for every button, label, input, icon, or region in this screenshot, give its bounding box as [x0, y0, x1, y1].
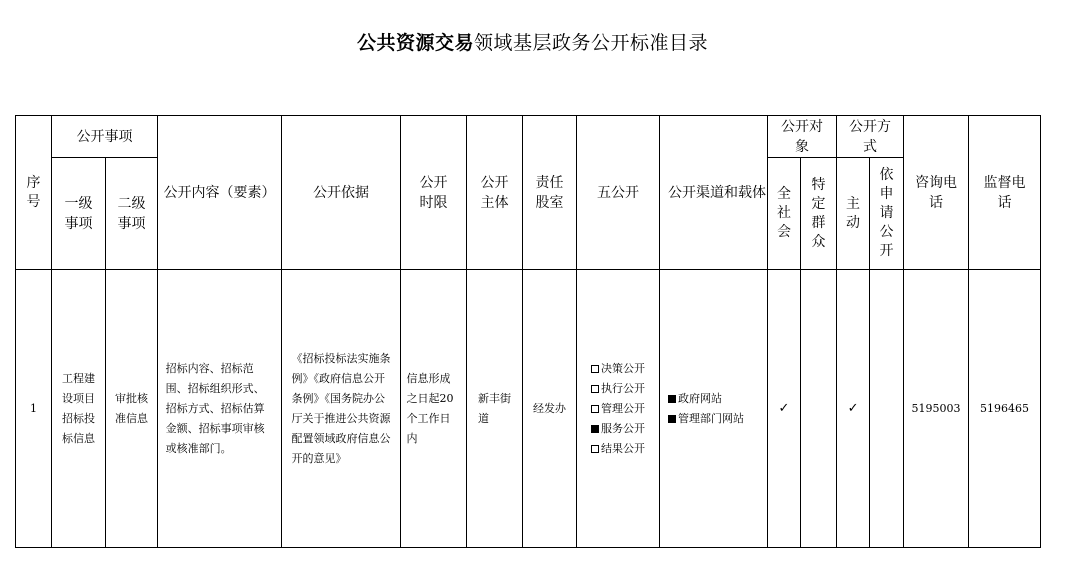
row-level2: 审批核准信息 [106, 270, 158, 548]
header-level2: 二级事项 [106, 158, 158, 270]
five-public-list [591, 359, 645, 459]
row-seq: 1 [16, 270, 52, 548]
header-target: 公开对象 [768, 116, 837, 158]
header-method-apply: 依申请公开 [870, 158, 904, 270]
table-row [16, 270, 1041, 548]
header-seq: 序号 [16, 116, 52, 270]
header-target-specific: 特定群众 [801, 158, 837, 270]
row-level1: 工程建设项目招标投标信息 [52, 270, 106, 548]
header-matters: 公开事项 [52, 116, 158, 158]
row-method-active-check: ✓ [837, 270, 870, 548]
header-content: 公开内容（要素） [158, 116, 282, 270]
checkbox-icon [591, 405, 599, 413]
row-consult-phone: 5195003 [904, 270, 969, 548]
header-level1: 一级事项 [52, 158, 106, 270]
five-public-item: 执行公开 [591, 379, 645, 399]
checkbox-icon [591, 365, 599, 373]
five-public-item: 结果公开 [591, 439, 645, 459]
header-time-limit: 公开时限 [401, 116, 467, 270]
header-five-public: 五公开 [577, 116, 660, 270]
title-bold: 公共资源交易 [356, 32, 474, 54]
five-public-item: 决策公开 [591, 359, 645, 379]
channel-item: 政府网站 [668, 389, 767, 409]
checkbox-icon [591, 385, 599, 393]
row-content: 招标内容、招标范围、招标组织形式、招标方式、招标估算金额、招标事项审核或核准部门。 [158, 270, 282, 548]
checked-box-icon [668, 395, 676, 403]
row-time-limit: 信息形成之日起20个工作日内 [401, 270, 467, 548]
checked-box-icon [668, 415, 676, 423]
row-target-specific [801, 270, 837, 548]
header-basis: 公开依据 [282, 116, 401, 270]
row-five-public [577, 270, 660, 548]
title-rest: 领域基层政务公开标准目录 [474, 32, 709, 54]
page-title [0, 28, 1065, 55]
checkbox-icon [591, 445, 599, 453]
header-supervise-phone: 监督电话 [969, 116, 1041, 270]
header-office: 责任股室 [523, 116, 577, 270]
header-consult-phone: 咨询电话 [904, 116, 969, 270]
header-row-1 [16, 116, 1041, 158]
header-channel: 公开渠道和载体 [660, 116, 768, 270]
row-office: 经发办 [523, 270, 577, 548]
row-supervise-phone: 5196465 [969, 270, 1041, 548]
row-target-all-check: ✓ [768, 270, 801, 548]
header-target-all: 全社会 [768, 158, 801, 270]
channel-item: 管理部门网站 [668, 409, 767, 429]
header-method: 公开方式 [837, 116, 904, 158]
row-subject: 新丰街道 [467, 270, 523, 548]
catalog-table [15, 115, 1041, 548]
row-basis: 《招标投标法实施条例》《政府信息公开条例》《国务院办公厅关于推进公共资源配置领域政府信息公开的意见》 [282, 270, 401, 548]
five-public-item: 服务公开 [591, 419, 645, 439]
header-subject: 公开主体 [467, 116, 523, 270]
header-method-active: 主动 [837, 158, 870, 270]
five-public-item: 管理公开 [591, 399, 645, 419]
row-channel [660, 270, 768, 548]
row-method-apply [870, 270, 904, 548]
checked-box-icon [591, 425, 599, 433]
